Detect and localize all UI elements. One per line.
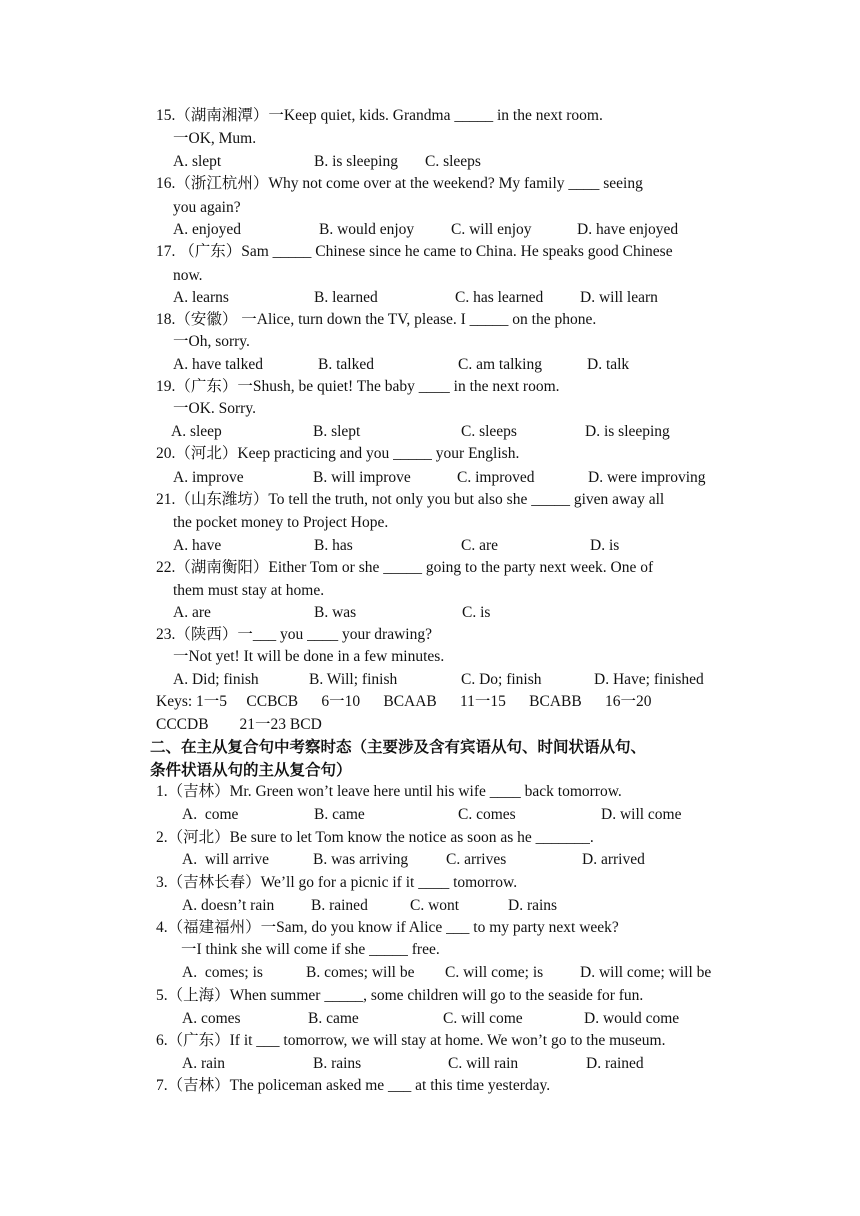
answer-option: C. will rain: [448, 1055, 519, 1072]
answer-option: C. are: [461, 537, 499, 554]
answer-option: C. will come: [443, 1010, 523, 1027]
question-stem: 5.（上海）When summer _____, some children will go to the seaside for fun.: [156, 987, 644, 1004]
question-continuation: them must stay at home.: [173, 582, 325, 599]
answer-option: D. will learn: [580, 289, 658, 306]
answer-option: B. is sleeping: [314, 153, 398, 170]
answer-option: C. is: [462, 604, 491, 621]
question-stem: 2.（河北）Be sure to let Tom know the notice as soon as he _______.: [156, 829, 594, 846]
answer-option: B. would enjoy: [319, 221, 415, 238]
answer-option: C. will enjoy: [451, 221, 532, 238]
section-heading: 条件状语从句的主从复合句）: [150, 761, 352, 779]
question-stem: 18.（安徽） 一Alice, turn down the TV, please. I _____ on the phone.: [156, 311, 597, 328]
question-continuation: you again?: [173, 199, 241, 216]
question-stem: 6.（广东）If it ___ tomorrow, we will stay at home. We won’t go to the museum.: [156, 1032, 666, 1049]
answer-option: D. is: [590, 537, 620, 554]
question-stem: 4.（福建福州）一Sam, do you know if Alice ___ to my party next week?: [156, 919, 619, 936]
answer-option: C. am talking: [458, 356, 542, 373]
answer-option: A. slept: [173, 153, 222, 170]
answer-option: B. rains: [313, 1055, 362, 1072]
answer-option: A. learns: [173, 289, 229, 306]
answer-keys-line: CCCDB 21一23 BCD: [156, 716, 322, 733]
answer-option: A. rain: [182, 1055, 226, 1072]
answer-option: C. sleeps: [425, 153, 481, 170]
answer-option: B. talked: [318, 356, 374, 373]
answer-option: D. were improving: [588, 469, 706, 486]
answer-option: A. will arrive: [182, 851, 269, 868]
question-continuation: the pocket money to Project Hope.: [173, 514, 389, 531]
answer-option: C. arrives: [446, 851, 507, 868]
answer-option: D. have enjoyed: [577, 221, 679, 238]
answer-option: A. have talked: [173, 356, 263, 373]
question-continuation: 一OK. Sorry.: [173, 400, 256, 417]
answer-option: D. arrived: [582, 851, 645, 868]
answer-option: D. rained: [586, 1055, 644, 1072]
answer-option: B. was arriving: [313, 851, 409, 868]
answer-option: B. comes; will be: [306, 964, 415, 981]
answer-option: C. will come; is: [445, 964, 544, 981]
answer-option: B. will improve: [313, 469, 411, 486]
answer-option: C. improved: [457, 469, 535, 486]
question-continuation: 一I think she will come if she _____ free.: [181, 941, 440, 958]
question-stem: 19.（广东）一Shush, be quiet! The baby ____ in the next room.: [156, 378, 560, 395]
question-stem: 23.（陕西）一___ you ____ your drawing?: [156, 626, 432, 643]
answer-option: C. Do; finish: [461, 671, 542, 688]
question-stem: 7.（吉林）The policeman asked me ___ at this time yesterday.: [156, 1077, 551, 1094]
answer-option: A. are: [173, 604, 211, 621]
answer-option: D. will come: [601, 806, 682, 823]
question-stem: 17. （广东）Sam _____ Chinese since he came to China. He speaks good Chinese: [156, 243, 673, 260]
section-heading: 二、在主从复合句中考察时态（主要涉及含有宾语从句、时间状语从句、: [150, 738, 647, 756]
answer-option: D. will come; will be: [580, 964, 712, 981]
answer-option: C. wont: [410, 897, 460, 914]
question-continuation: 一Oh, sorry.: [173, 333, 250, 350]
answer-option: D. is sleeping: [585, 423, 670, 440]
answer-option: D. would come: [584, 1010, 680, 1027]
question-stem: 20.（河北）Keep practicing and you _____ your English.: [156, 445, 520, 462]
question-stem: 21.（山东潍坊）To tell the truth, not only you but also she _____ given away all: [156, 491, 665, 508]
answer-option: C. sleeps: [461, 423, 517, 440]
answer-option: C. has learned: [455, 289, 544, 306]
question-continuation: now.: [173, 267, 203, 284]
question-stem: 22.（湖南衡阳）Either Tom or she _____ going to the party next week. One of: [156, 559, 654, 576]
answer-option: B. rained: [311, 897, 368, 914]
question-stem: 15.（湖南湘潭）一Keep quiet, kids. Grandma _____ in the next room.: [156, 107, 603, 124]
question-continuation: 一OK, Mum.: [173, 130, 257, 147]
answer-option: A. enjoyed: [173, 221, 242, 238]
answer-option: B. Will; finish: [309, 671, 398, 688]
answer-option: A. sleep: [171, 423, 222, 440]
answer-option: A. doesn’t rain: [182, 897, 275, 914]
question-stem: 3.（吉林长春）We’ll go for a picnic if it ____ tomorrow.: [156, 874, 518, 891]
answer-option: C. comes: [458, 806, 516, 823]
answer-option: B. has: [314, 537, 353, 554]
question-stem: 16.（浙江杭州）Why not come over at the weekend? My family ____ seeing: [156, 175, 643, 192]
answer-option: D. rains: [508, 897, 558, 914]
question-continuation: 一Not yet! It will be done in a few minutes.: [173, 648, 445, 665]
answer-option: A. come: [182, 806, 239, 823]
answer-option: B. came: [314, 806, 365, 823]
answer-option: B. was: [314, 604, 357, 621]
answer-option: B. came: [308, 1010, 359, 1027]
answer-option: B. learned: [314, 289, 378, 306]
answer-option: B. slept: [313, 423, 361, 440]
answer-option: D. Have; finished: [594, 671, 704, 688]
question-stem: 1.（吉林）Mr. Green won’t leave here until his wife ____ back tomorrow.: [156, 783, 622, 800]
answer-option: A. comes: [182, 1010, 241, 1027]
answer-keys-line: Keys: 1一5 CCBCB 6一10 BCAAB 11一15 BCABB 16一20: [156, 693, 652, 710]
answer-option: D. talk: [587, 356, 630, 373]
answer-option: A. have: [173, 537, 222, 554]
answer-option: A. improve: [173, 469, 244, 486]
answer-option: A. comes; is: [182, 964, 263, 981]
answer-option: A. Did; finish: [173, 671, 259, 688]
